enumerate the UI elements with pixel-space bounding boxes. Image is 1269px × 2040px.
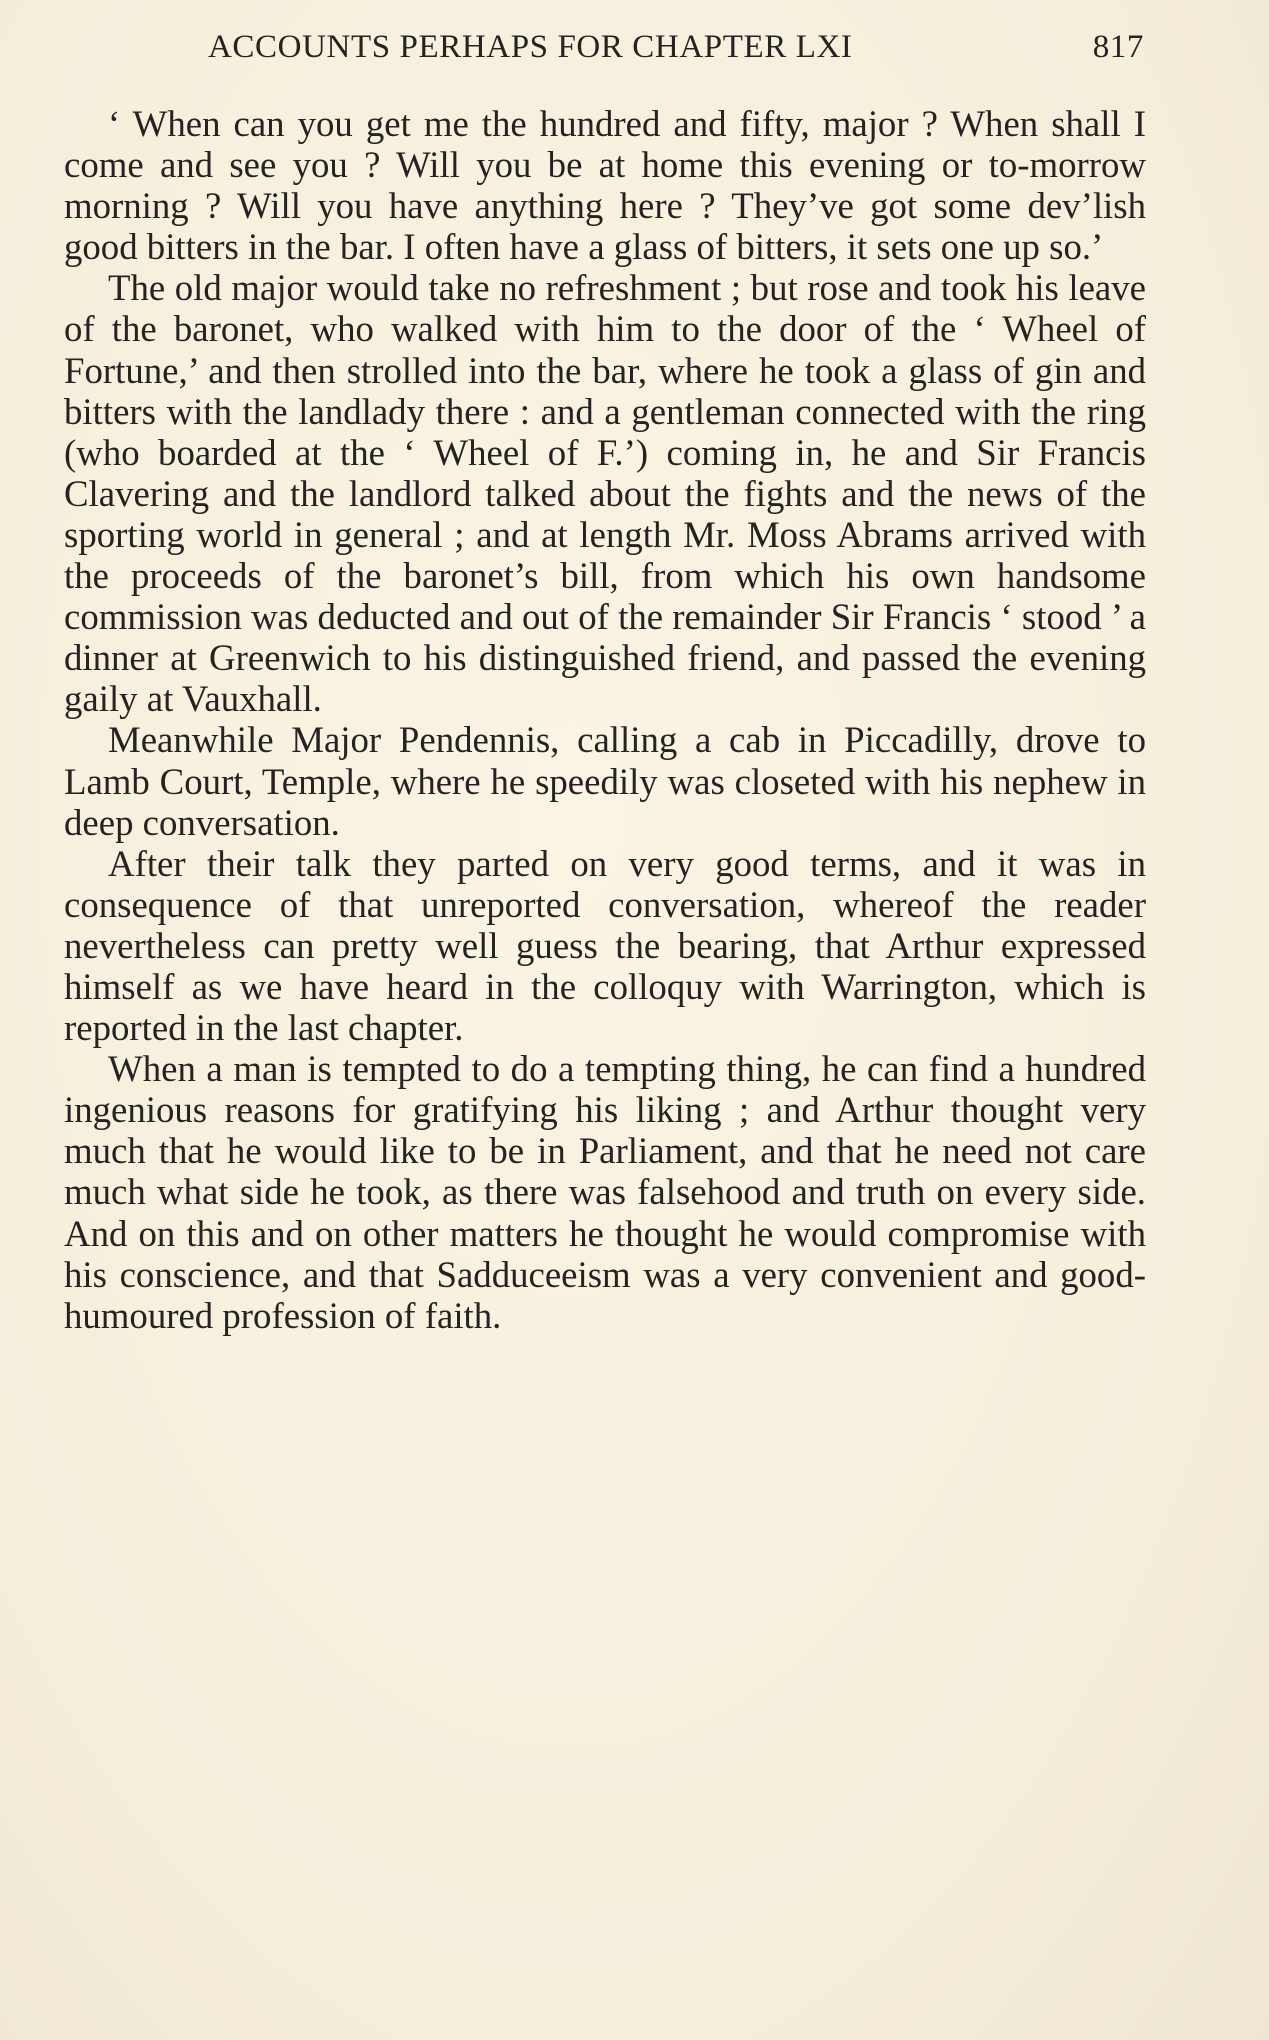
paragraph: ‘ When can you get me the hundred and fifty, major ? When shall I come and see you ? Will you be at home this evening or to-morrow morning ? Will you have anything here ? They’ve got some dev’lish good bitters in the bar. I often have a glass of bitters, it sets one up so.’ bbox=[64, 103, 1146, 268]
body-text bbox=[64, 103, 1146, 1336]
running-title: ACCOUNTS PERHAPS FOR CHAPTER LXI bbox=[208, 29, 853, 65]
paragraph: The old major would take no refreshment ; but rose and took his leave of the baronet, who walked with him to the door of the ‘ Wheel of Fortune,’ and then strolled into the bar, where he took a glass of gin and bitters with the landlady there : and a gentleman connected with the ring (who boarded at the ‘ Wheel of F.’) coming in, he and Sir Francis Clavering and the landlord talked about the fights and the news of the sporting world in general ; and at length Mr. Moss Abrams arrived with the proceeds of the baronet’s bill, from which his own handsome commission was deducted and out of the remainder Sir Francis ‘ stood ’ a dinner at Greenwich to his distinguished friend, and passed the evening gaily at Vauxhall. bbox=[64, 267, 1146, 720]
running-head bbox=[208, 24, 1144, 70]
paragraph: Meanwhile Major Pendennis, calling a cab in Piccadilly, drove to Lamb Court, Temple, where he speedily was closeted with his nephew in deep conversation. bbox=[64, 719, 1146, 843]
paragraph: After their talk they parted on very good terms, and it was in consequence of that unreported conversation, whereof the reader nevertheless can pretty well guess the bearing, that Arthur expressed himself as we have heard in the colloquy with Warrington, which is reported in the last chapter. bbox=[64, 842, 1146, 1049]
page-number: 817 bbox=[1092, 29, 1144, 65]
paragraph: When a man is tempted to do a tempting thing, he can find a hundred ingenious reasons for gratifying his liking ; and Arthur thought very much that he would like to be in Parliament, and that he need not care much what side he took, as there was falsehood and truth on every side. And on this and on other matters he thought he would compromise with his conscience, and that Sadduceeism was a very convenient and good-humoured profession of faith. bbox=[64, 1048, 1146, 1336]
